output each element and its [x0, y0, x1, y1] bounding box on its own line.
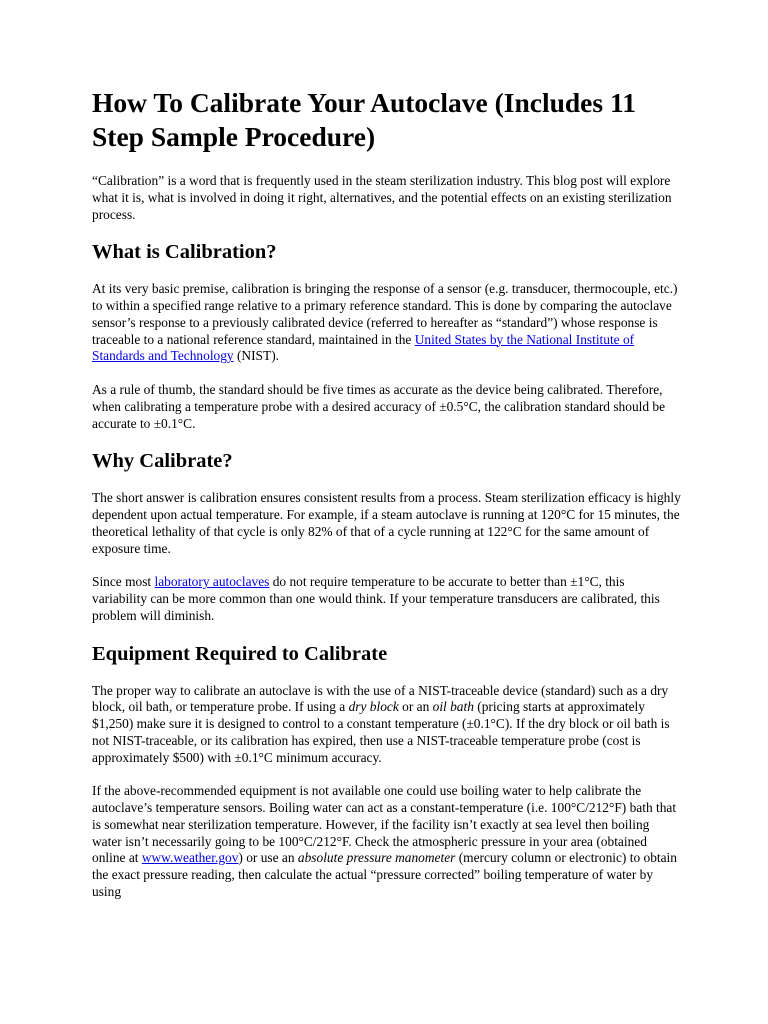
weather-gov-link[interactable]: www.weather.gov: [141, 850, 239, 866]
dry-block-term: dry block: [348, 699, 399, 715]
equipment-paragraph-2: [92, 783, 682, 900]
what-paragraph-2: As a rule of thumb, the standard should be five times as accurate as the device being calibrated. Therefore, when calibrating a temperature probe with a desired accuracy of ±0.5°C, the calibration standard should be accurate to ±0.1°C.: [92, 382, 666, 431]
equipment-paragraph-1: [92, 683, 682, 767]
why-paragraph-2: [92, 574, 682, 624]
heading-equipment-required: Equipment Required to Calibrate: [92, 642, 388, 665]
equipment-paragraph-2-text-a: If the above-recommended equipment is not available one could use boiling water to help calibrate the autoclave’s temperature sensors. Boiling water can act as a constant-temperature (i.e. 100°C/212°F) bath that is somewhat near sterilization temperature. However, if the facility isn’t exactly at sea level then boiling water isn’t necessarily going to be 100°C/212°F. Check the atmospheric pressure in your area (obtained online at: [92, 783, 677, 866]
heading-what-is-calibration: What is Calibration?: [92, 241, 277, 264]
why-paragraph-2-text-a: Since most: [92, 574, 155, 590]
nist-link[interactable]: United States by the National Institute of Standards and Technology: [92, 331, 635, 364]
equipment-paragraph-1-text-b: or an: [398, 699, 433, 715]
why-paragraph-1: The short answer is calibration ensures consistent results from a process. Steam sterilization efficacy is highly dependent upon actual temperature. For example, if a steam autoclave is running at 120°C for 15 minutes, the theoretical lethality of that cycle is only 82% of that of a cycle running at 122°C for the same amount of exposure time.: [92, 490, 681, 556]
equipment-paragraph-2-text-b: ) or use an: [238, 850, 298, 866]
oil-bath-term: oil bath: [432, 699, 474, 715]
document-page: [92, 86, 682, 918]
laboratory-autoclaves-link[interactable]: laboratory autoclaves: [154, 574, 270, 590]
intro-paragraph: “Calibration” is a word that is frequently used in the steam sterilization industry. This blog post will explore what it is, what is involved in doing it right, alternatives, and the potential effects on an existing sterilization process.: [92, 173, 672, 222]
heading-why-calibrate: Why Calibrate?: [92, 450, 233, 473]
equipment-paragraph-1-text-a: The proper way to calibrate an autoclave is with the use of a NIST-traceable device (standard) such as a dry block, oil bath, or temperature probe. If using a: [92, 682, 669, 715]
what-paragraph-1: [92, 281, 682, 365]
absolute-pressure-manometer-term: absolute pressure manometer: [297, 850, 456, 866]
page-title: How To Calibrate Your Autoclave (Includes 11 Step Sample Procedure): [92, 87, 636, 152]
why-paragraph-2-text-b: do not require temperature to be accurate to better than ±1°C, this variability can be more common than one would think. If your temperature transducers are calibrated, this problem will diminish.: [92, 574, 660, 623]
what-paragraph-1-text-a: At its very basic premise, calibration is bringing the response of a sensor (e.g. transducer, thermocouple, etc.) to within a specified range relative to a primary reference standard. This is done by comparing the autoclave sensor’s response to a previously calibrated device (referred to hereafter as “standard”) whose response is traceable to a national reference standard, maintained in the: [92, 281, 678, 347]
equipment-paragraph-1-text-c: (pricing starts at approximately $1,250) make sure it is designed to control to a constant temperature (±0.1°C). If the dry block or oil bath is not NIST-traceable, or its calibration has expired, then use a NIST-traceable temperature probe (cost is approximately $500) with ±0.1°C minimum accuracy.: [92, 699, 670, 765]
equipment-paragraph-2-text-c: (mercury column or electronic) to obtain the exact pressure reading, then calculate the actual “pressure corrected” boiling temperature of water by using: [92, 850, 677, 899]
what-paragraph-1-text-b: (NIST).: [233, 348, 279, 364]
